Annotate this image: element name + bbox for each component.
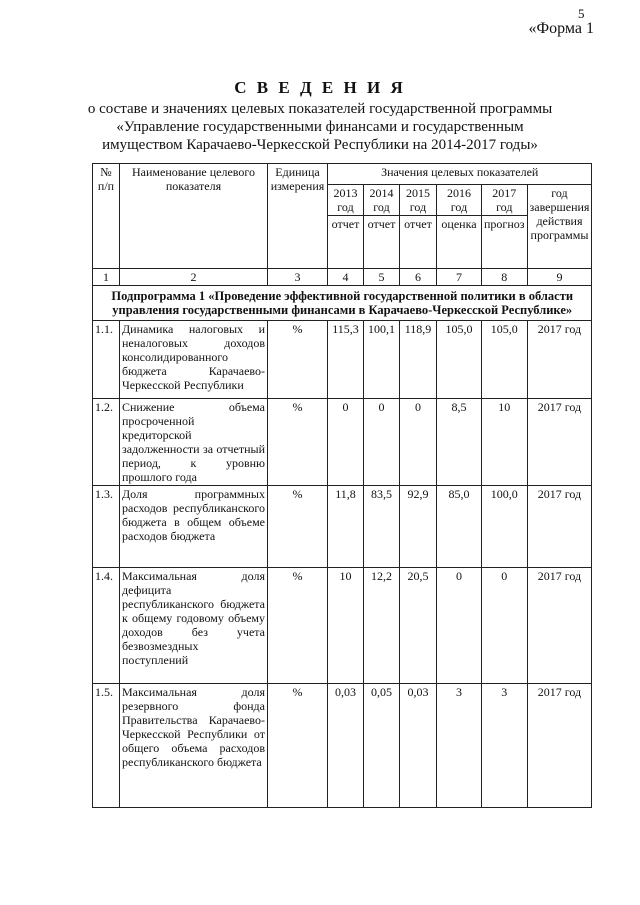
header-final-year: год завершения действия программы [527, 185, 592, 269]
header-type: отчет [364, 216, 400, 269]
header-year: 2014 год [364, 185, 400, 216]
header-year: 2013 год [328, 185, 364, 216]
header-year: 2015 год [400, 185, 437, 216]
table-row [93, 321, 592, 399]
indicator-name: Динамика налоговых и неналоговых доходов консолидированного бюджета Карачаево-Черкесской Республики [120, 321, 268, 399]
header-unit: Единица измерения [268, 164, 328, 269]
indicator-name: Максимальная доля дефицита республиканского бюджета к общему годовому объему доходов без учета безвозмездных поступлений [120, 568, 268, 684]
value-2015: 92,9 [400, 486, 437, 568]
final-year: 2017 год [527, 486, 592, 568]
value-2017: 100,0 [482, 486, 528, 568]
col-number: 9 [527, 269, 592, 286]
subtitle-line: о составе и значениях целевых показателей государственной программы [87, 101, 553, 117]
header-values-group: Значения целевых показателей [328, 164, 592, 185]
value-2017: 3 [482, 684, 528, 808]
value-2014: 0,05 [364, 684, 400, 808]
page-number: 5 [578, 6, 585, 21]
indicator-unit: % [268, 568, 328, 684]
table-row [93, 684, 592, 808]
row-number: 1.4. [93, 568, 120, 684]
table-row [93, 568, 592, 684]
indicator-unit: % [268, 399, 328, 486]
col-number: 7 [437, 269, 482, 286]
subtitle-line: имуществом Карачаево-Черкесской Республики на 2014-2017 годы» [102, 137, 538, 153]
final-year: 2017 год [527, 399, 592, 486]
value-2015: 20,5 [400, 568, 437, 684]
final-year: 2017 год [527, 568, 592, 684]
indicator-unit: % [268, 684, 328, 808]
col-number: 6 [400, 269, 437, 286]
header-year: 2016 год [437, 185, 482, 216]
value-2016: 8,5 [437, 399, 482, 486]
indicator-unit: % [268, 486, 328, 568]
form-label: «Форма 1 [528, 20, 594, 37]
value-2016: 85,0 [437, 486, 482, 568]
table-row [93, 399, 592, 486]
header-name: Наименование целевого показателя [120, 164, 268, 269]
row-number: 1.2. [93, 399, 120, 486]
header-type: прогноз [482, 216, 528, 269]
value-2015: 0,03 [400, 684, 437, 808]
col-number: 1 [93, 269, 120, 286]
row-number: 1.1. [93, 321, 120, 399]
value-2014: 100,1 [364, 321, 400, 399]
header-type: оценка [437, 216, 482, 269]
subtitle-line: «Управление государственными финансами и государственным [116, 119, 524, 135]
value-2013: 115,3 [328, 321, 364, 399]
table-row [93, 486, 592, 568]
indicators-table [92, 163, 592, 808]
value-2013: 0 [328, 399, 364, 486]
row-number: 1.3. [93, 486, 120, 568]
col-number: 5 [364, 269, 400, 286]
subprogram-title: Подпрограмма 1 «Проведение эффективной государственной политики в области управления государственными финансами в Карачаево-Черкесской Республике» [93, 286, 592, 321]
header-no: № п/п [93, 164, 120, 269]
value-2013: 11,8 [328, 486, 364, 568]
indicator-name: Снижение объема просроченной кредиторской задолженности за отчетный период, к уровню прошлого года [120, 399, 268, 486]
header-type: отчет [400, 216, 437, 269]
value-2017: 105,0 [482, 321, 528, 399]
value-2013: 10 [328, 568, 364, 684]
value-2016: 3 [437, 684, 482, 808]
value-2015: 118,9 [400, 321, 437, 399]
value-2014: 0 [364, 399, 400, 486]
col-number: 3 [268, 269, 328, 286]
value-2017: 10 [482, 399, 528, 486]
value-2015: 0 [400, 399, 437, 486]
col-number: 8 [482, 269, 528, 286]
value-2014: 83,5 [364, 486, 400, 568]
row-number: 1.5. [93, 684, 120, 808]
col-number: 2 [120, 269, 268, 286]
value-2017: 0 [482, 568, 528, 684]
final-year: 2017 год [527, 321, 592, 399]
document-title: С В Е Д Е Н И Я [234, 78, 406, 97]
header-type: отчет [328, 216, 364, 269]
col-number: 4 [328, 269, 364, 286]
indicator-name: Максимальная доля резервного фонда Правительства Карачаево-Черкесской Республики от общего объема расходов республиканского бюджета [120, 684, 268, 808]
value-2016: 0 [437, 568, 482, 684]
indicator-unit: % [268, 321, 328, 399]
value-2016: 105,0 [437, 321, 482, 399]
document-subtitle [0, 100, 640, 154]
indicator-name: Доля программных расходов республиканского бюджета в общем объеме расходов бюджета [120, 486, 268, 568]
final-year: 2017 год [527, 684, 592, 808]
value-2013: 0,03 [328, 684, 364, 808]
header-year: 2017 год [482, 185, 528, 216]
value-2014: 12,2 [364, 568, 400, 684]
